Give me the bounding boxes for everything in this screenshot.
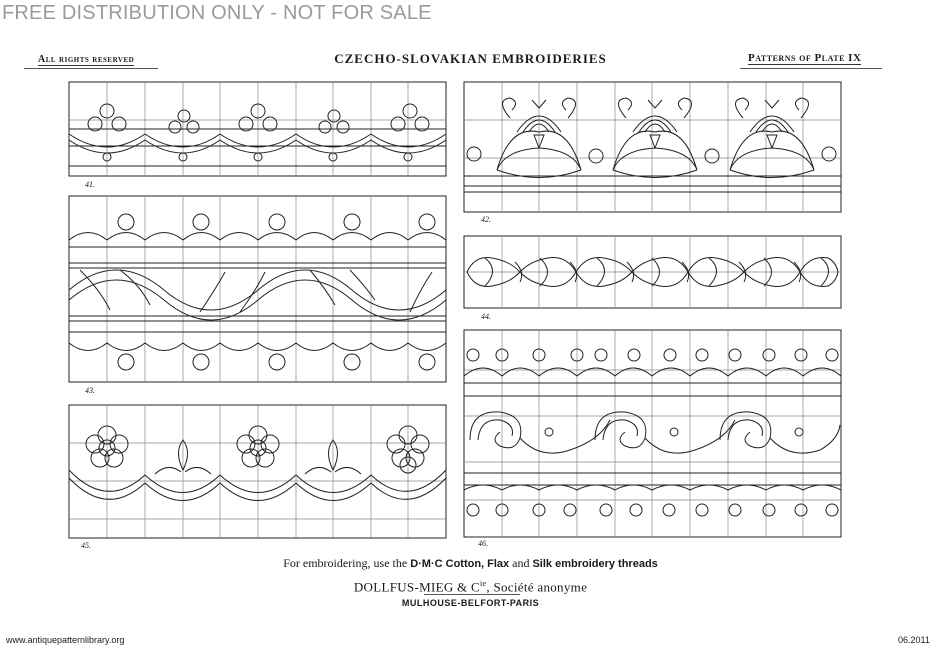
header-rights: All rights reserved <box>38 54 135 65</box>
footer-city: MULHOUSE-BELFORT-PARIS <box>401 598 540 608</box>
footer-rule <box>424 594 520 595</box>
footer-company <box>0 579 941 595</box>
watermark: FREE DISTRIBUTION ONLY - NOT FOR SALE <box>2 2 432 24</box>
company-sup: ie <box>480 579 487 588</box>
plate-number-43: 43. <box>85 386 95 395</box>
plate-number-44: 44. <box>481 312 491 321</box>
company-name: DOLLFUS-MIEG & C <box>353 579 480 595</box>
plate-number-42: 42. <box>481 215 491 224</box>
plate-number-46: 46. <box>478 539 488 548</box>
date-stamp: 06.2011 <box>898 635 930 645</box>
plate-42 <box>464 82 841 212</box>
plate-number-41: 41. <box>85 180 95 189</box>
company-post: , Société anonyme <box>486 579 588 595</box>
footer-silk: Silk embroidery threads <box>532 558 658 570</box>
plate-43 <box>69 196 446 382</box>
page-title: CZECHO-SLOVAKIAN EMBROIDERIES <box>334 51 607 66</box>
plate-41 <box>69 82 446 176</box>
footer-pre: For embroidering, use the <box>283 556 408 570</box>
footer-flax: Flax <box>487 558 510 570</box>
plate-number-45: 45. <box>81 541 91 550</box>
footer-brand: D·M·C Cotton, <box>410 558 485 570</box>
footer-and: and <box>512 556 530 570</box>
footer-thread-note <box>0 556 941 571</box>
site-url: www.antiquepatternlibrary.org <box>6 635 125 645</box>
plate-46 <box>464 330 841 537</box>
header-plate: Patterns of Plate IX <box>748 52 862 64</box>
plate-45 <box>69 405 446 538</box>
plate-44 <box>464 236 841 308</box>
